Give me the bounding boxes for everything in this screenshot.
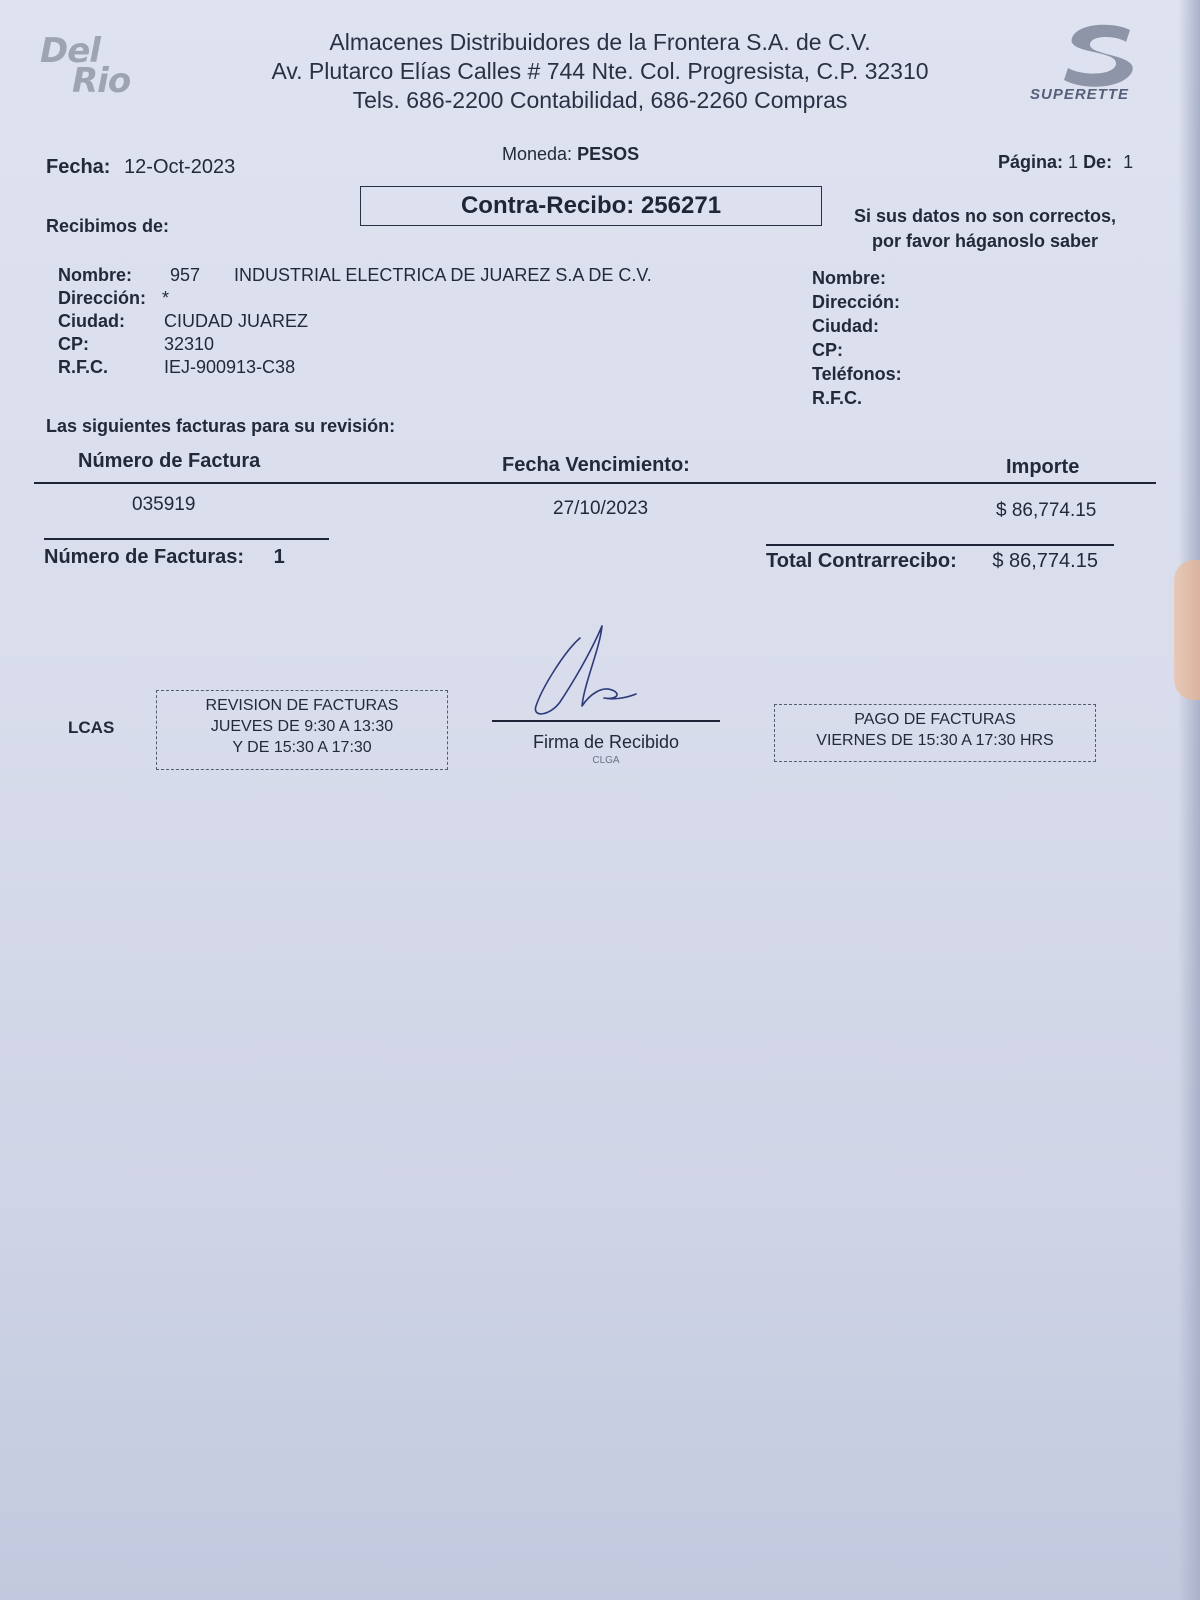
num-facturas-label: Número de Facturas:	[44, 546, 245, 568]
superette-logo-text: SUPERETTE	[1030, 86, 1130, 103]
signature-line	[492, 720, 720, 722]
page-edge-shadow	[1178, 0, 1200, 1600]
total-label: Total Contrarrecibo:	[766, 550, 957, 572]
correction-note	[830, 204, 1140, 254]
cell-numero-factura: 035919	[132, 494, 196, 515]
moneda-row	[502, 144, 639, 165]
correction-fields	[812, 266, 1012, 410]
company-name: Almacenes Distribuidores de la Frontera S.A. de C.V.	[329, 29, 871, 55]
fecha-row	[46, 156, 235, 179]
header-importe: Importe	[1006, 456, 1080, 478]
total-rule	[766, 544, 1114, 546]
direccion-label: Dirección:	[58, 288, 147, 308]
right-rfc-label: R.F.C.	[812, 388, 863, 408]
total-row	[766, 550, 1098, 573]
recibimos-label: Recibimos de:	[46, 216, 170, 236]
de-value: 1	[1123, 152, 1134, 172]
supplier-number: 957	[170, 265, 201, 285]
fecha-value: 12-Oct-2023	[124, 156, 236, 178]
fecha-label: Fecha:	[46, 156, 111, 178]
contra-recibo-number: Contra-Recibo: 256271	[360, 186, 822, 226]
company-phones: Tels. 686-2200 Contabilidad, 686-2260 Compras	[352, 87, 848, 113]
right-nombre-label: Nombre:	[812, 268, 887, 288]
holding-thumb	[1174, 560, 1200, 700]
firma-label: Firma de Recibido	[532, 732, 680, 752]
correction-note-line2: por favor háganoslo saber	[871, 231, 1099, 251]
revision-schedule-box	[156, 690, 448, 770]
num-facturas-value: 1	[273, 546, 285, 568]
rfc-label: R.F.C.	[58, 357, 109, 377]
de-label: De:	[1083, 152, 1113, 172]
num-facturas-row	[44, 546, 285, 569]
right-telefonos-label: Teléfonos:	[812, 364, 902, 384]
right-ciudad-label: Ciudad:	[812, 316, 879, 336]
right-cp-label: CP:	[812, 340, 843, 360]
nombre-label: Nombre:	[58, 265, 133, 285]
firma-sub: CLGA	[592, 755, 620, 766]
signature-icon	[520, 624, 650, 720]
table-row	[0, 492, 1200, 522]
right-direccion-label: Dirección:	[812, 292, 901, 312]
facturas-intro: Las siguientes facturas para su revisión:	[46, 416, 396, 436]
revision-line3: Y DE 15:30 A 17:30	[232, 739, 372, 756]
revision-line1: REVISION DE FACTURAS	[205, 697, 399, 714]
pagina-value: 1	[1068, 152, 1079, 172]
correction-note-line1: Si sus datos no son correctos,	[853, 206, 1117, 226]
table-header-rule	[34, 482, 1156, 484]
del-rio-logo-line1: Del	[40, 31, 100, 71]
cell-fecha-vencimiento: 27/10/2023	[553, 498, 649, 519]
pagina-row	[998, 152, 1133, 173]
ciudad-label: Ciudad:	[58, 311, 125, 331]
moneda-label: Moneda:	[502, 144, 573, 164]
pago-line1: PAGO DE FACTURAS	[854, 711, 1016, 728]
del-rio-logo-line2: Rio	[72, 61, 131, 101]
company-address: Av. Plutarco Elías Calles # 744 Nte. Col. Progresista, C.P. 32310	[271, 58, 929, 84]
direccion-value: *	[162, 288, 170, 308]
pago-line2: VIERNES DE 15:30 A 17:30 HRS	[816, 732, 1054, 749]
initials: LCAS	[68, 718, 115, 737]
header-fecha-vencimiento: Fecha Vencimiento:	[502, 454, 690, 476]
revision-line2: JUEVES DE 9:30 A 13:30	[210, 718, 394, 735]
cp-value: 32310	[164, 334, 215, 354]
moneda-value: PESOS	[577, 144, 640, 164]
cp-label: CP:	[58, 334, 89, 354]
company-header	[0, 28, 1200, 115]
cell-importe: $ 86,774.15	[996, 500, 1097, 521]
num-facturas-rule	[44, 538, 329, 540]
supplier-name: INDUSTRIAL ELECTRICA DE JUAREZ S.A DE C.V.	[234, 265, 652, 285]
total-value: $ 86,774.15	[992, 550, 1098, 572]
rfc-value: IEJ-900913-C38	[164, 357, 296, 377]
payment-schedule-box	[774, 704, 1096, 762]
supplier-block	[58, 264, 758, 384]
pagina-label: Página:	[998, 152, 1064, 172]
ciudad-value: CIUDAD JUAREZ	[164, 311, 309, 331]
header-numero-factura: Número de Factura	[78, 450, 261, 472]
